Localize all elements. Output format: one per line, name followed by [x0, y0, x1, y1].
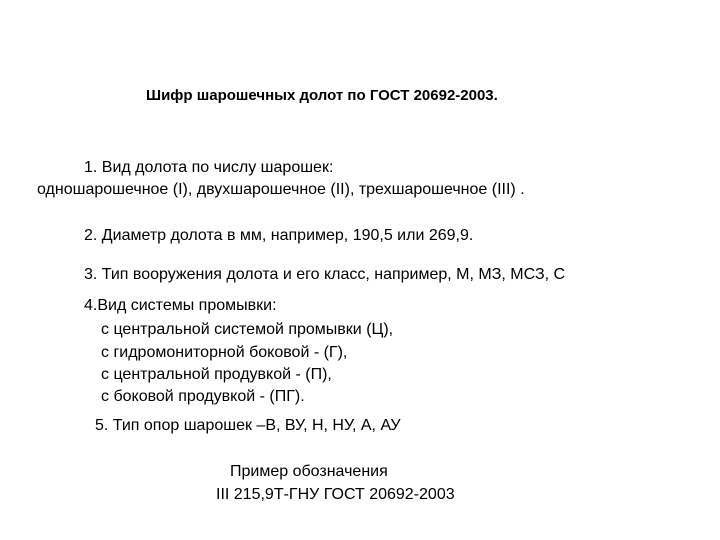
item-4-option: с гидромониторной боковой - (Г), — [101, 344, 348, 361]
item-4-heading: 4.Вид системы промывки: — [84, 297, 277, 314]
item-4-option: с центральной продувкой - (П), — [101, 366, 332, 383]
item-5: 5. Тип опор шарошек –В, ВУ, Н, НУ, А, АУ — [95, 417, 401, 434]
item-3: 3. Тип вооружения долота и его класс, например, М, МЗ, МСЗ, С — [84, 266, 566, 283]
item-4-option: с боковой продувкой - (ПГ). — [101, 388, 305, 405]
page-title: Шифр шарошечных долот по ГОСТ 20692-2003. — [146, 87, 498, 104]
example-label: Пример обозначения — [230, 463, 388, 480]
example-code: III 215,9Т-ГНУ ГОСТ 20692-2003 — [216, 486, 455, 503]
item-2: 2. Диаметр долота в мм, например, 190,5 или 269,9. — [84, 227, 474, 244]
item-1-detail: одношарошечное (I), двухшарошечное (II), трехшарошечное (III) . — [37, 181, 525, 198]
item-4-option: с центральной системой промывки (Ц), — [101, 321, 394, 338]
item-1-heading: 1. Вид долота по числу шарошек: — [84, 159, 334, 176]
